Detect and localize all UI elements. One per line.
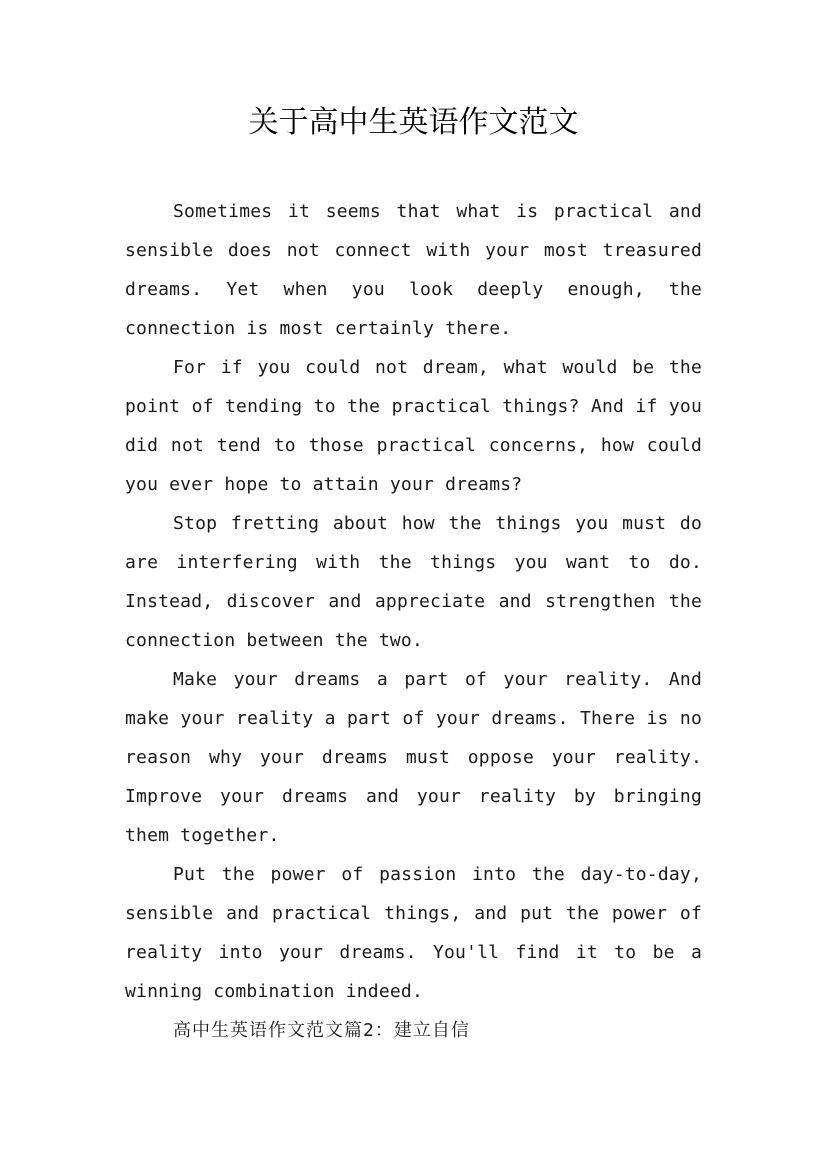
paragraph-2: For if you could not dream, what would be the point of tending to the practical things? And if you did not tend to those practical concerns, how could you ever hope to attain your dreams? xyxy=(125,357,702,495)
section-subheading: 高中生英语作文范文篇2：建立自信 xyxy=(173,1020,470,1041)
document-title: 关于高中生英语作文范文 xyxy=(248,105,579,140)
paragraph-3: Stop fretting about how the things you must do are interfering with the things you want to do. Instead, discover and appreciate and strengthen the connection between the two. xyxy=(125,513,702,651)
paragraph-1: Sometimes it seems that what is practical and sensible does not connect with your most treasured dreams. Yet when you look deeply enough, the connection is most certainly there. xyxy=(125,201,702,339)
document-body xyxy=(125,192,702,1050)
paragraph-5: Put the power of passion into the day-to-day, sensible and practical things, and put the power of reality into your dreams. You'll find it to be a winning combination indeed. xyxy=(125,864,702,1002)
paragraph-4: Make your dreams a part of your reality. And make your reality a part of your dreams. There is no reason why your dreams must oppose your reality. Improve your dreams and your reality by bringing them together. xyxy=(125,669,702,846)
